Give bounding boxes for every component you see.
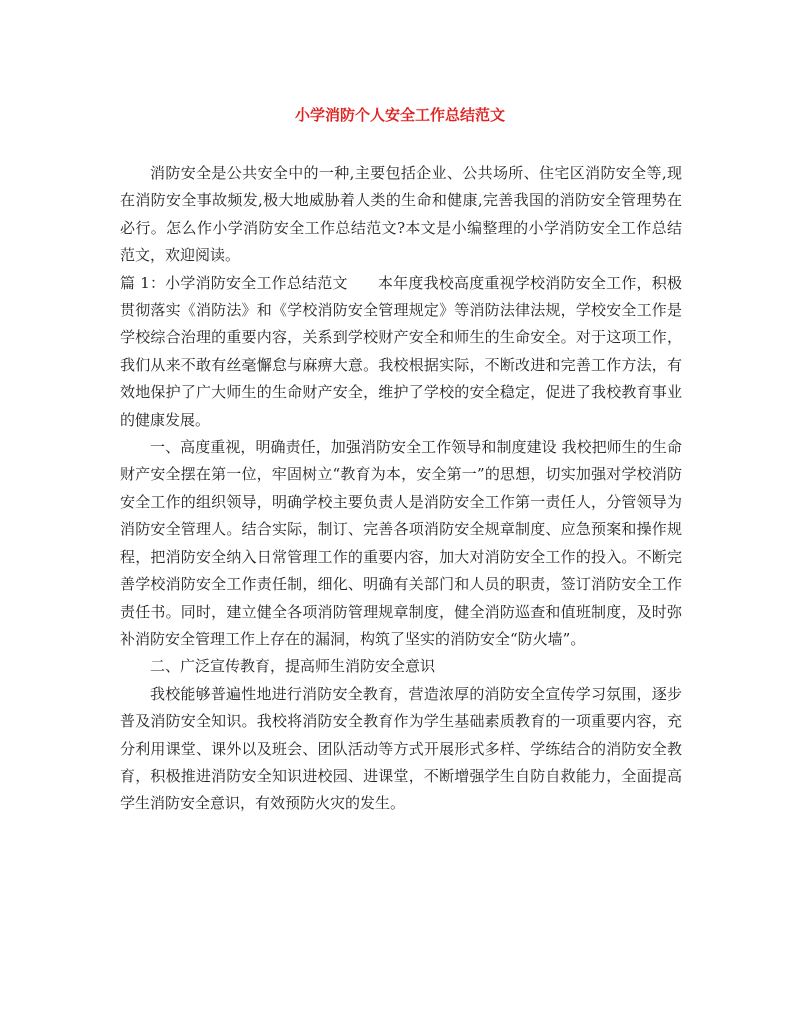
section-2-paragraph: 我校能够普遍性地进行消防安全教育，营造浓厚的消防安全宣传学习氛围，逐步普及消防安全知识。我校将消防安全教育作为学生基础素质教育的一项重要内容，充分利用课堂、课外以及班会、团队活动等方式开展形式多样、学练结合的消防安全教育，积极推进消防安全知识进校园、进课堂，不断增强学生自防自救能力，全面提高学生消防安全意识，有效预防火灾的发生。 [120,684,682,813]
article-label: 篇 1：小学消防安全工作总结范文 [120,273,348,292]
section-1-paragraph: 一、高度重视，明确责任，加强消防安全工作领导和制度建设 我校把师生的生命财产安全摆在第一位，牢固树立“教育为本，安全第一”的思想，切实加强对学校消防安全工作的组织领导，明确学校主要负责人是消防安全工作第一责任人，分管领导为消防安全管理人。结合实际，制订、完善各项消防安全规章制度、应急预案和操作规程，把消防安全纳入日常管理工作的重要内容，加大对消防安全工作的投入。不断完善学校消防安全工作责任制，细化、明确有关部门和人员的职责，签订消防安全工作责任书。同时，建立健全各项消防管理规章制度，健全消防巡查和值班制度，及时弥补消防安全管理工作上存在的漏洞，构筑了坚实的消防安全“防火墙”。 [120,438,682,648]
article-intro: 本年度我校高度重视学校消防安全工作，积极贯彻落实《消防法》和《学校消防安全管理规定》等消防法律法规，学校安全工作是学校综合治理的重要内容，关系到学校财产安全和师生的生命安全。对于这项工作，我们从来不敢有丝毫懈怠与麻痹大意。我校根据实际，不断改进和完善工作方法，有效地保护了广大师生的生命财产安全，维护了学校的安全稳定，促进了我校教育事业的健康发展。 [120,273,682,429]
article-paragraph [120,270,682,434]
section-2-heading: 二、广泛宣传教育，提高师生消防安全意识 [150,657,436,676]
document-title: 小学消防个人安全工作总结范文 [294,106,505,124]
intro-paragraph: 消防安全是公共安全中的一种,主要包括企业、公共场所、住宅区消防安全等,现在消防安全事故频发,极大地威胁着人类的生命和健康,完善我国的消防安全管理势在必行。怎么作小学消防安全工作总结范文?本文是小编整理的小学消防安全工作总结范文，欢迎阅读。 [120,164,682,265]
document-body [120,160,682,818]
